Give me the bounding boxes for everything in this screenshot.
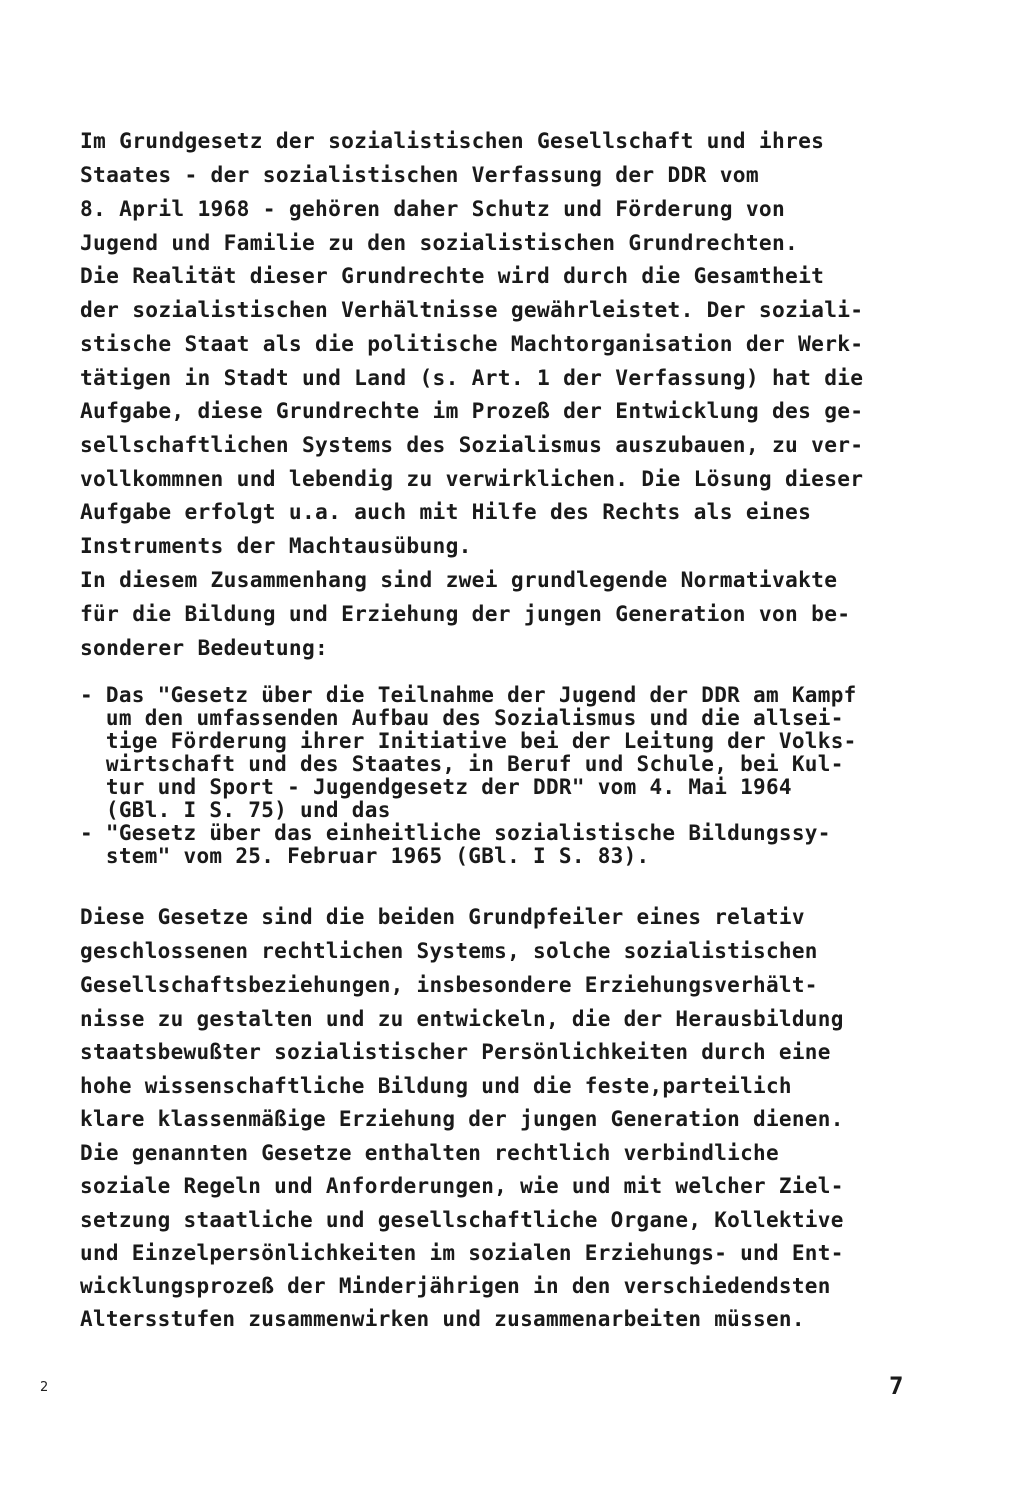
list-item-line: tige Förderung ihrer Initiative bei der Leitung der Volks- xyxy=(80,729,857,753)
text-line: nisse zu gestalten und zu entwickeln, die der Herausbildung xyxy=(80,1007,844,1031)
text-line: Im Grundgesetz der sozialistischen Gesellschaft und ihres xyxy=(80,128,825,153)
text-line: Aufgabe erfolgt u.a. auch mit Hilfe des Rechts als eines xyxy=(80,499,812,524)
text-line: für die Bildung und Erziehung der jungen Generation von be- xyxy=(80,601,851,626)
text-line: Gesellschaftsbeziehungen, insbesondere Erziehungsverhält- xyxy=(80,973,818,997)
text-line: sellschaftlichen Systems des Sozialismus auszubauen, zu ver- xyxy=(80,432,864,457)
text-line: sonderer Bedeutung: xyxy=(80,635,329,660)
list-item-line: (GBl. I S. 75) und das xyxy=(80,798,391,822)
text-line: Staates - der sozialistischen Verfassung der DDR vom xyxy=(80,162,759,187)
text-line: tätigen in Stadt und Land (s. Art. 1 der Verfassung) hat die xyxy=(80,365,864,390)
page-number: 7 xyxy=(889,1372,904,1400)
text-line: soziale Regeln und Anforderungen, wie und mit welcher Ziel- xyxy=(80,1174,844,1198)
text-line: wicklungsprozeß der Minderjährigen in den verschiedendsten xyxy=(80,1274,831,1298)
text-line: In diesem Zusammenhang sind zwei grundlegende Normativakte xyxy=(80,567,838,592)
text-line: setzung staatliche und gesellschaftliche Organe, Kollektive xyxy=(80,1208,844,1232)
text-line: staatsbewußter sozialistischer Persönlichkeiten durch eine xyxy=(80,1040,831,1064)
text-line: hohe wissenschaftliche Bildung und die feste,parteilich xyxy=(80,1074,792,1098)
list-item-line: - Das "Gesetz über die Teilnahme der Jugend der DDR am Kampf xyxy=(80,683,857,707)
text-line: der sozialistischen Verhältnisse gewährleistet. Der soziali- xyxy=(80,297,864,322)
list-item-line: - "Gesetz über das einheitliche sozialistische Bildungssy- xyxy=(80,821,831,845)
text-line: Die genannten Gesetze enthalten rechtlich verbindliche xyxy=(80,1141,779,1165)
list-item-line: stem" vom 25. Februar 1965 (GBl. I S. 83). xyxy=(80,844,650,868)
text-line: vollkommnen und lebendig zu verwirklichen. Die Lösung dieser xyxy=(80,466,864,491)
text-line: Instruments der Machtausübung. xyxy=(80,533,472,558)
list-item-line: um den umfassenden Aufbau des Sozialismus und die allsei- xyxy=(80,706,844,730)
list-item-line: tur und Sport - Jugendgesetz der DDR" vom 4. Mai 1964 xyxy=(80,775,792,799)
text-line: Jugend und Familie zu den sozialistischen Grundrechten. xyxy=(80,230,799,255)
text-line: stische Staat als die politische Machtorganisation der Werk- xyxy=(80,331,864,356)
list-item-line: wirtschaft und des Staates, in Beruf und Schule, bei Kul- xyxy=(80,752,844,776)
text-line: Aufgabe, diese Grundrechte im Prozeß der Entwicklung des ge- xyxy=(80,398,864,423)
margin-mark: 2 xyxy=(40,1380,49,1395)
text-line: und Einzelpersönlichkeiten im sozialen Erziehungs- und Ent- xyxy=(80,1241,844,1265)
text-line: Diese Gesetze sind die beiden Grundpfeiler eines relativ xyxy=(80,905,805,929)
text-line: Die Realität dieser Grundrechte wird durch die Gesamtheit xyxy=(80,263,825,288)
text-line: klare klassenmäßige Erziehung der jungen Generation dienen. xyxy=(80,1107,844,1131)
text-line: Altersstufen zusammenwirken und zusammenarbeiten müssen. xyxy=(80,1307,805,1331)
text-line: geschlossenen rechtlichen Systems, solche sozialistischen xyxy=(80,939,818,963)
text-line: 8. April 1968 - gehören daher Schutz und Förderung von xyxy=(80,196,786,221)
